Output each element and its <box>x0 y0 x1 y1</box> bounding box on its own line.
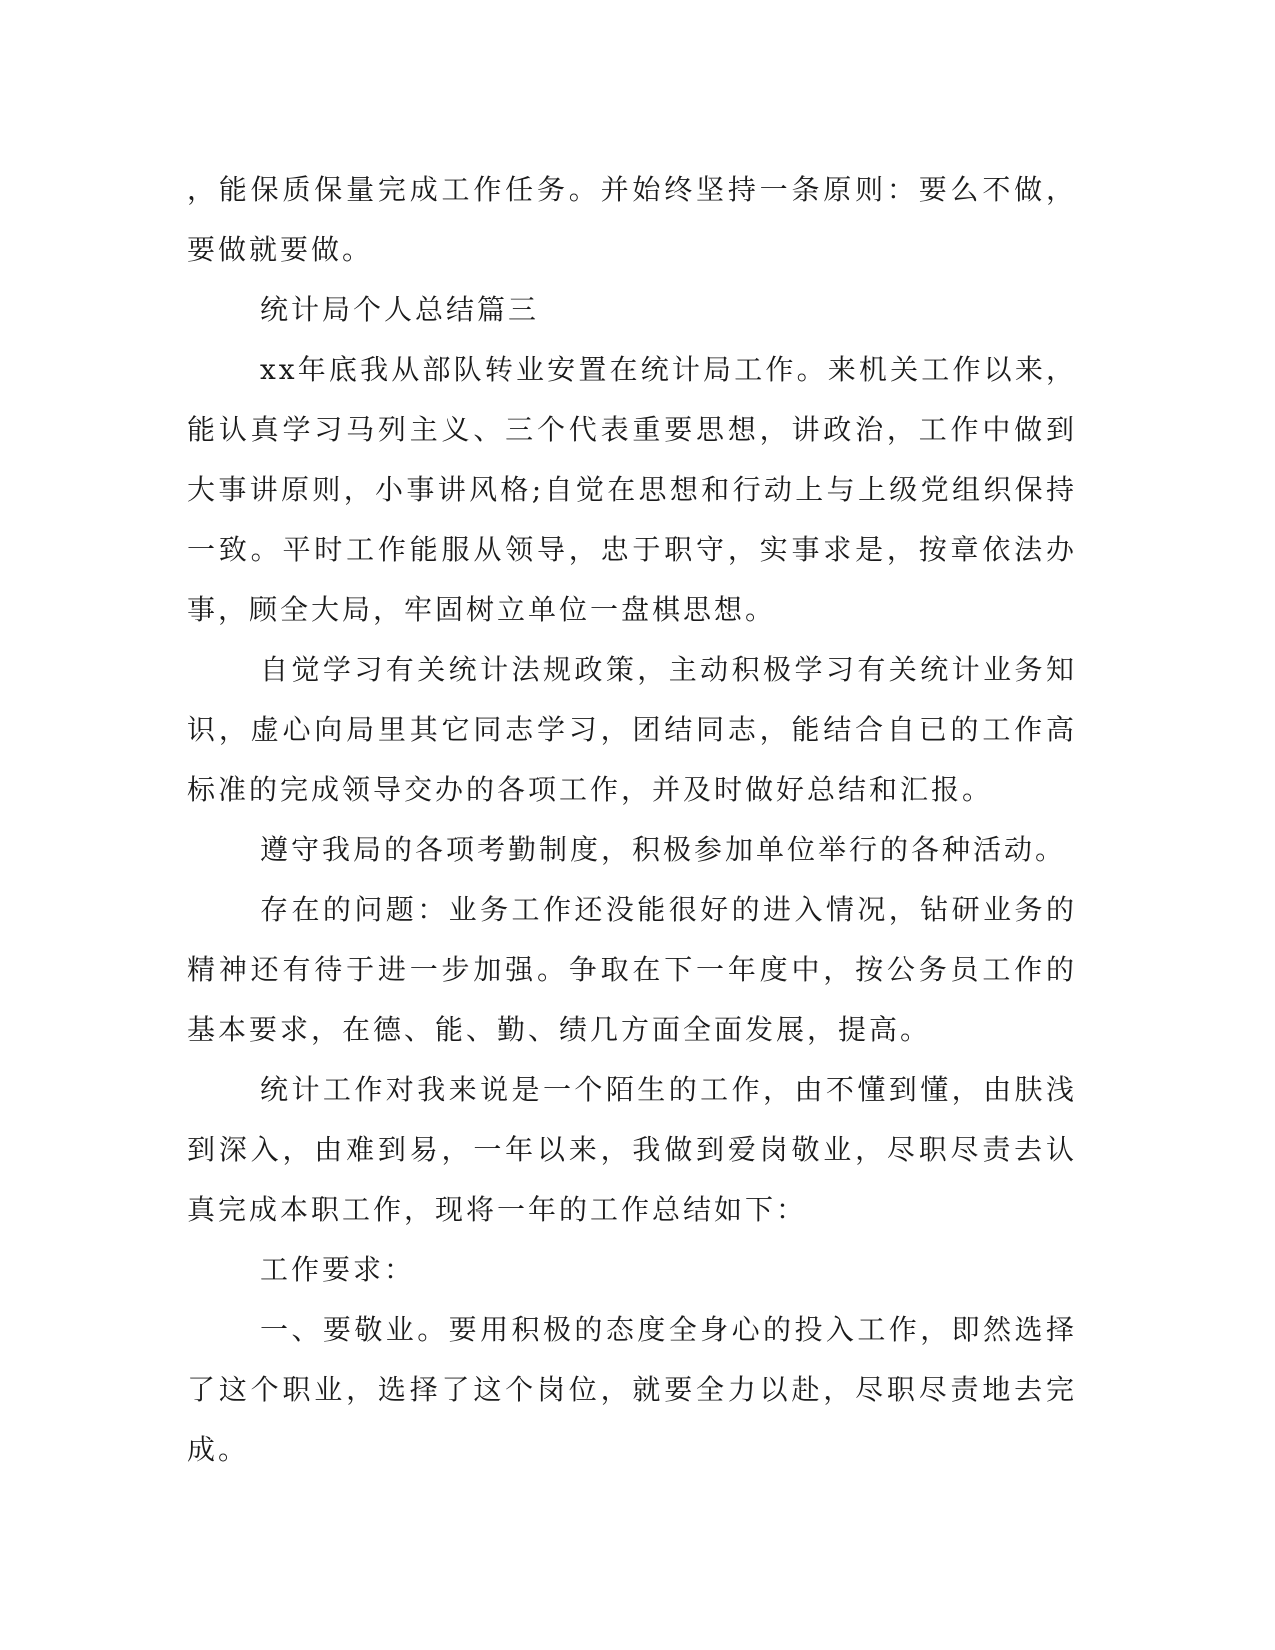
paragraph: 一、要敬业。要用积极的态度全身心的投入工作，即然选择了这个职业，选择了这个岗位，就要全力以赴，尽职尽责地去完成。 <box>187 1313 1077 1466</box>
paragraph: 存在的问题：业务工作还没能很好的进入情况，钻研业务的精神还有待于进一步加强。争取在下一年度中，按公务员工作的基本要求，在德、能、勤、绩几方面全面发展，提高。 <box>187 893 1077 1046</box>
paragraph-continuation: ，能保质保量完成工作任务。并始终坚持一条原则：要么不做，要做就要做。 <box>187 173 1077 266</box>
paragraph: 遵守我局的各项考勤制度，积极参加单位举行的各种活动。 <box>260 833 1067 866</box>
paragraph: 统计工作对我来说是一个陌生的工作，由不懂到懂，由肤浅到深入，由难到易，一年以来，我做到爱岗敬业，尽职尽责去认真完成本职工作，现将一年的工作总结如下： <box>187 1073 1077 1226</box>
section-heading: 统计局个人总结篇三 <box>260 293 540 326</box>
document-body <box>187 160 1077 1480</box>
paragraph: xx年底我从部队转业安置在统计局工作。来机关工作以来，能认真学习马列主义、三个代表重要思想，讲政治，工作中做到大事讲原则，小事讲风格;自觉在思想和行动上与上级党组织保持一致。平时工作能服从领导，忠于职守，实事求是，按章依法办事，顾全大局，牢固树立单位一盘棋思想。 <box>187 353 1077 626</box>
paragraph: 工作要求： <box>260 1253 416 1286</box>
paragraph: 自觉学习有关统计法规政策，主动积极学习有关统计业务知识，虚心向局里其它同志学习，团结同志，能结合自已的工作高标准的完成领导交办的各项工作，并及时做好总结和汇报。 <box>187 653 1077 806</box>
